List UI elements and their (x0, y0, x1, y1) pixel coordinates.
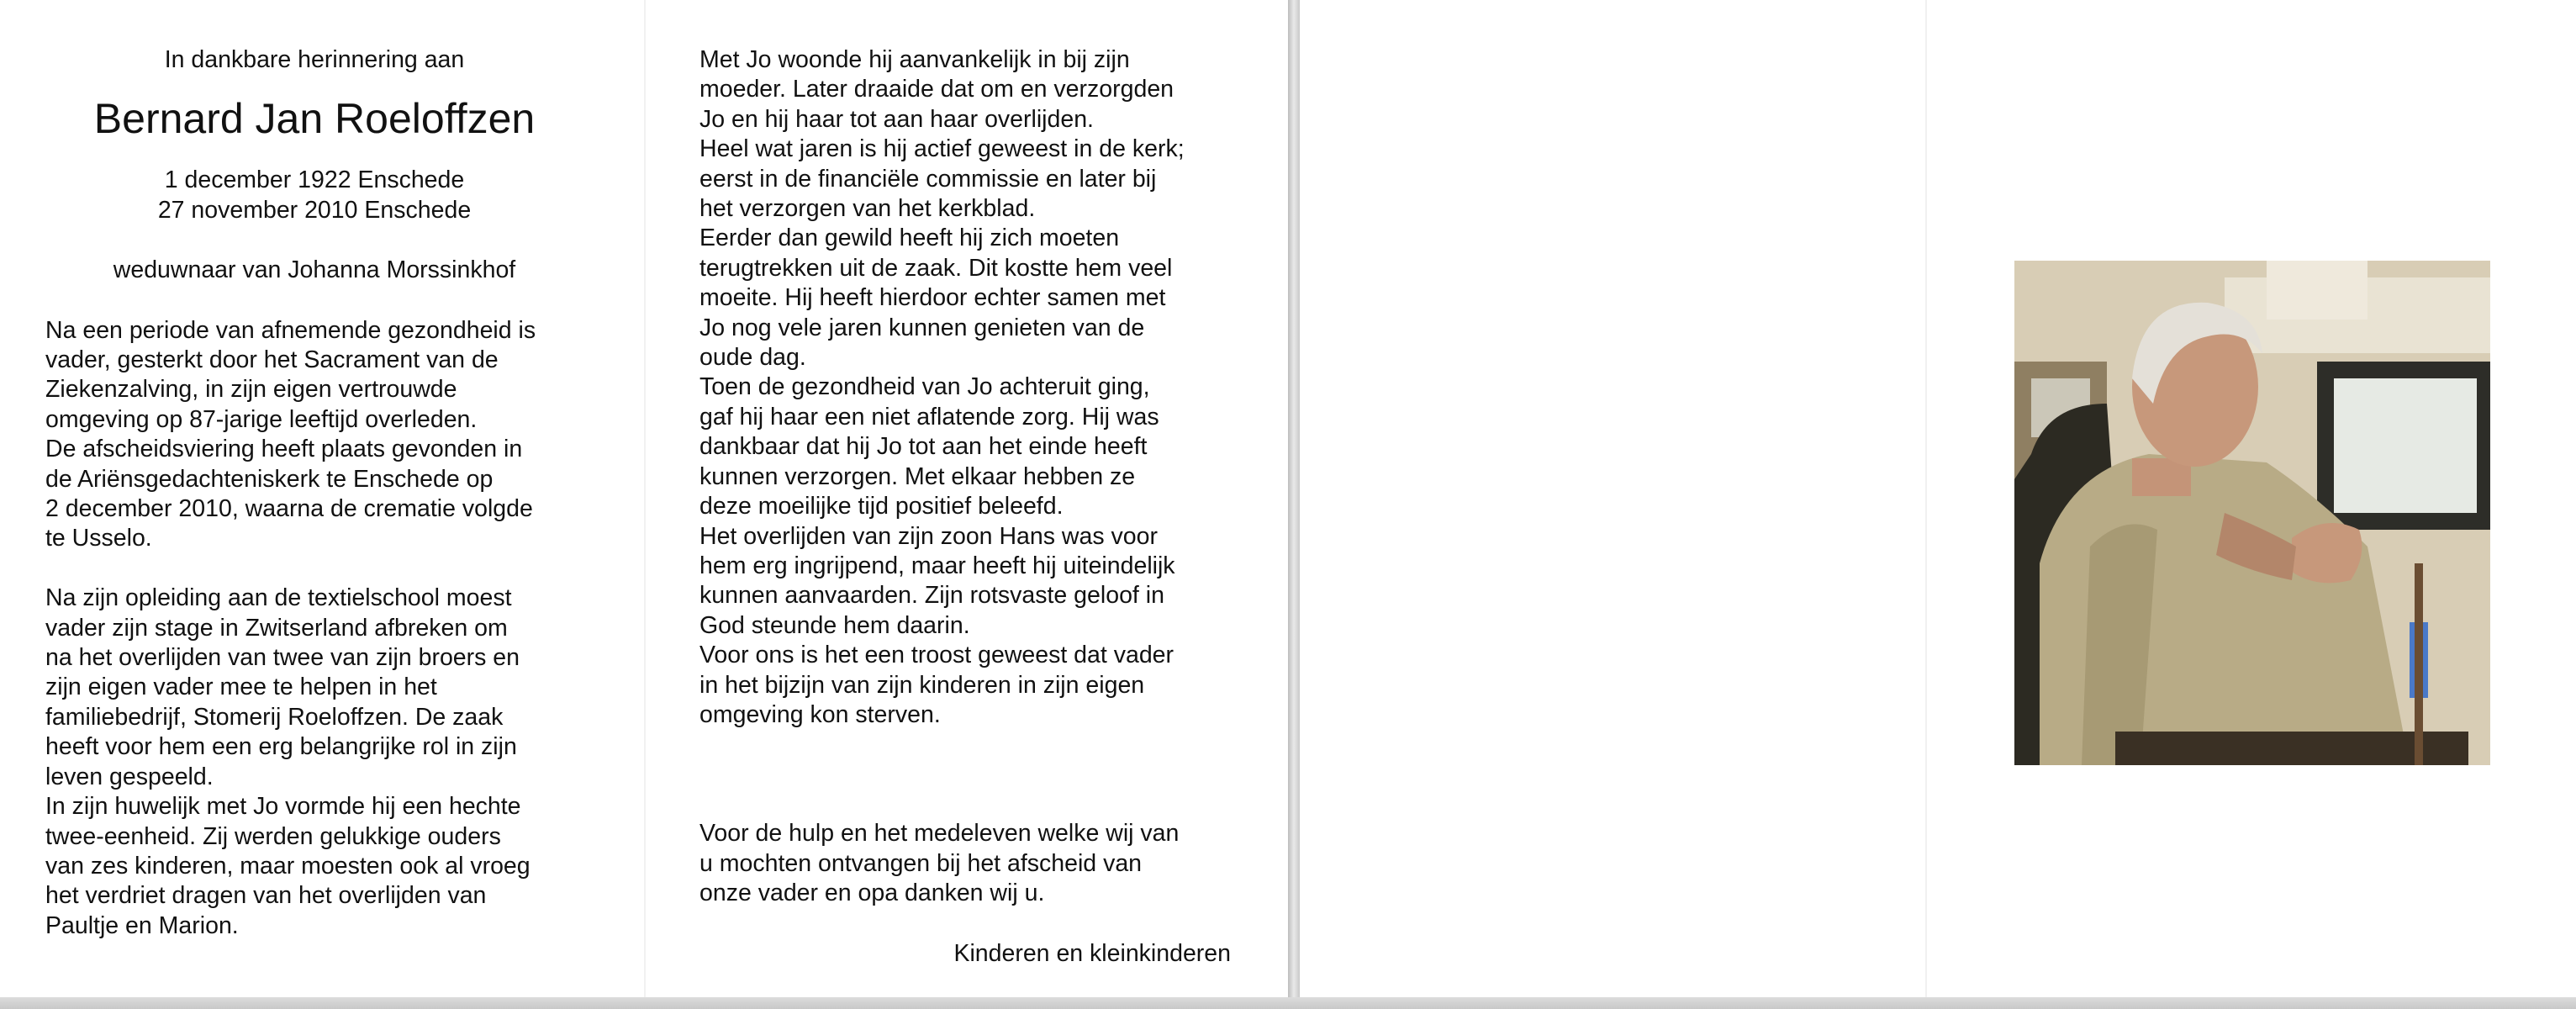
photo-cane (2415, 563, 2423, 765)
biography-paragraph-2: Na zijn opleiding aan de textielschool moest vader zijn stage in Zwitserland afbreken om na het overlijden van twee van zijn broers en zijn eigen vader mee te helpen in het familiebedrijf, Stomerij Roeloffzen. De zaak heeft voor hem een erg belangrijke rol in zijn leven gespeeld. In zijn huwelijk met Jo vormde hij een hechte twee-eenheid. Zij werden gelukkige ouders van zes kinderen, maar moesten ook al vroeg het verdriet dragen van het overlijden van Paultje en Marion. (45, 584, 531, 939)
biography-paragraph-1: Na een periode van afnemende gezondheid is vader, gesterkt door het Sacrament van de Ziekenzalving, in zijn eigen vertrouwde omgeving op 87-jarige leeftijd overleden. De afscheidsviering heeft plaats gevonden in de Ariënsgedachteniskerk te Enschede op 2 december 2010, waarna de crematie volgde te Usselo. (45, 316, 536, 552)
intro-line: In dankbare herinnering aan (164, 46, 465, 73)
widower-line: weduwnaar van Johanna Morssinkhof (113, 256, 516, 284)
signature-line: Kinderen en kleinkinderen (953, 939, 1231, 967)
inner-fold-line (644, 0, 646, 1002)
photo-frame (2267, 261, 2367, 320)
thanks-paragraph: Voor de hulp en het medeleven welke wij van u mochten ontvangen bij het afscheid van onze vader en opa danken wij u. (699, 820, 1180, 907)
photo-hands (2292, 523, 2362, 583)
middle-panel (699, 45, 1238, 969)
death-date: 27 november 2010 Enschede (157, 196, 472, 224)
portrait-illustration (2014, 261, 2490, 765)
outer-fold-line (1925, 0, 1927, 1002)
left-panel (45, 45, 583, 941)
scan-bottom-edge (0, 997, 2576, 1009)
life-dates (45, 166, 583, 225)
biography-paragraph-3: Met Jo woonde hij aanvankelijk in bij zijn moeder. Later draaide dat om en verzorgden Jo en hij haar tot aan haar overlijden. Heel wat jaren is hij actief geweest in de kerk; eerst in de financiële commissie en later bij het verzorgen van het kerkblad. Eerder dan gewild heeft hij zich moeten terugtrekken uit de zaak. Dit kostte hem veel moeite. Hij heeft hierdoor echter samen met Jo nog vele jaren kunnen genieten van de oude dag. Toen de gezondheid van Jo achteruit ging, gaf hij haar een niet aflatende zorg. Hij was dankbaar dat hij Jo tot aan het einde heeft kunnen verzorgen. Met elkaar hebben ze deze moeilijke tijd positief beleefd. Het overlijden van zijn zoon Hans was voor hem erg ingrijpend, maar heeft hij uiteindelijk kunnen aanvaarden. Zijn rotsvaste geloof in God steunde hem daarin. Voor ons is het een troost geweest dat vader in het bijzijn van zijn kinderen in zijn eigen omgeving kon sterven. (699, 46, 1185, 728)
portrait-photo (2014, 261, 2490, 765)
sheet-gap (1288, 0, 1300, 1009)
deceased-name: Bernard Jan Roeloffzen (93, 95, 536, 143)
birth-date: 1 december 1922 Enschede (164, 166, 465, 194)
photo-window (2334, 378, 2477, 513)
